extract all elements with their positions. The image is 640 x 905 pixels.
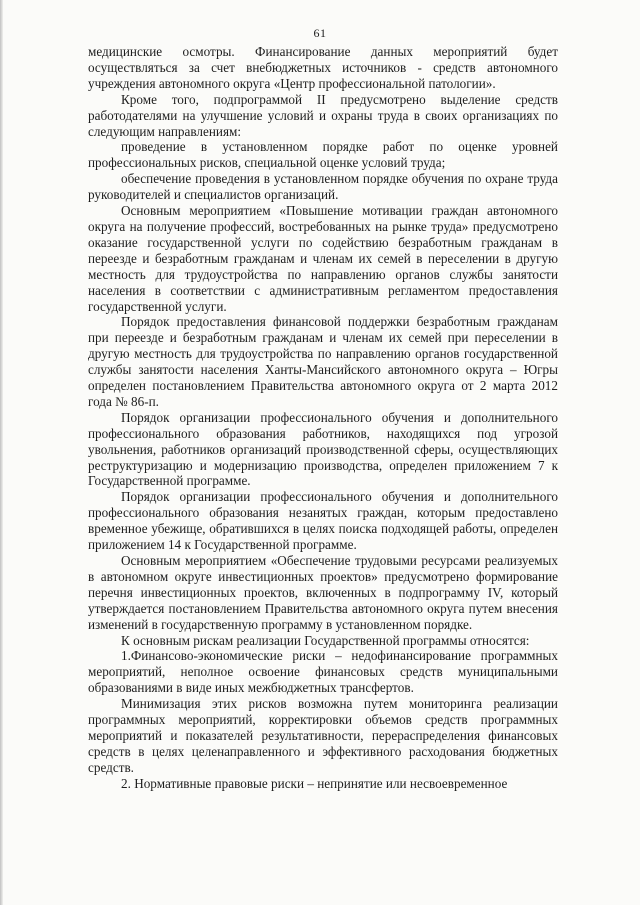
paragraph: К основным рискам реализации Государственной программы относятся: [121,632,530,648]
document-body [88,44,558,792]
paragraph: обеспечение проведения в установленном порядке обучения по охране труда руководителей и специалистов организаций. [88,171,558,203]
paragraph: Порядок организации профессионального обучения и дополнительного профессионального образования работников, находящихся под угрозой увольнения, работников организаций производственной сферы, осуществляющих реструктуризацию и модернизацию производства, определен приложением 7 к Государственной программе. [88,409,558,489]
paragraph: медицинские осмотры. Финансирование данных мероприятий будет осуществляться за счет внебюджетных источников - средств автономного учреждения автономного округа «Центр профессиональной патологии». [88,44,558,91]
scan-edge-shadow [0,0,3,905]
paragraph: проведение в установленном порядке работ по оценке уровней профессиональных рисков, специальной оценке условий труда; [88,139,558,171]
page-number: 61 [313,26,327,40]
paragraph: 2. Нормативные правовые риски – непринятие или несвоевременное [121,775,508,791]
paragraph: Кроме того, подпрограммой II предусмотрено выделение средств работодателями на улучшение условий и охраны труда в своих организациях по следующим направлениям: [88,91,558,139]
paragraph: Порядок организации профессионального обучения и дополнительного профессионального образования незанятых граждан, которым предоставлено временное убежище, обратившихся в целях поиска подходящей работы, определен приложением 14 к Государственной программе. [88,489,558,553]
paragraph: Основным мероприятием «Обеспечение трудовыми ресурсами реализуемых в автономном округе инвестиционных проектов» предусмотрено формирование перечня инвестиционных проектов, включенных в подпрограмму IV, который утверждается постановлением Правительства автономного округа путем внесения изменений в государственную программу в установленном порядке. [88,553,558,632]
paragraph: 1.Финансово-экономические риски – недофинансирование программных мероприятий, неполное освоение финансовых средств муниципальными образованиями в виде иных межбюджетных трансфертов. [88,648,558,696]
paragraph: Минимизация этих рисков возможна путем мониторинга реализации программных мероприятий, корректировки объемов средств программных мероприятий и показателей результативности, перераспределения финансовых средств в целях целенаправленного и эффективного расходования бюджетных средств. [88,696,558,775]
paragraph: Порядок предоставления финансовой поддержки безработным гражданам при переезде и безработным гражданам и членам их семей при переселении в другую местность для трудоустройства по направлению органов государственной службы занятости населения Ханты-Мансийского автономного округа – Югры определен постановлением Правительства автономного округа от 2 марта 2012 года № 86-п. [88,314,558,409]
paragraph: Основным мероприятием «Повышение мотивации граждан автономного округа на получение профессий, востребованных на рынке труда» предусмотрено оказание государственной услуги по содействию безработным гражданам в переезде и безработным гражданам и членам их семей в переселении в другую местность для трудоустройства по направлению органов службы занятости населения в соответствии с административным регламентом предоставления государственной услуги. [88,203,558,314]
